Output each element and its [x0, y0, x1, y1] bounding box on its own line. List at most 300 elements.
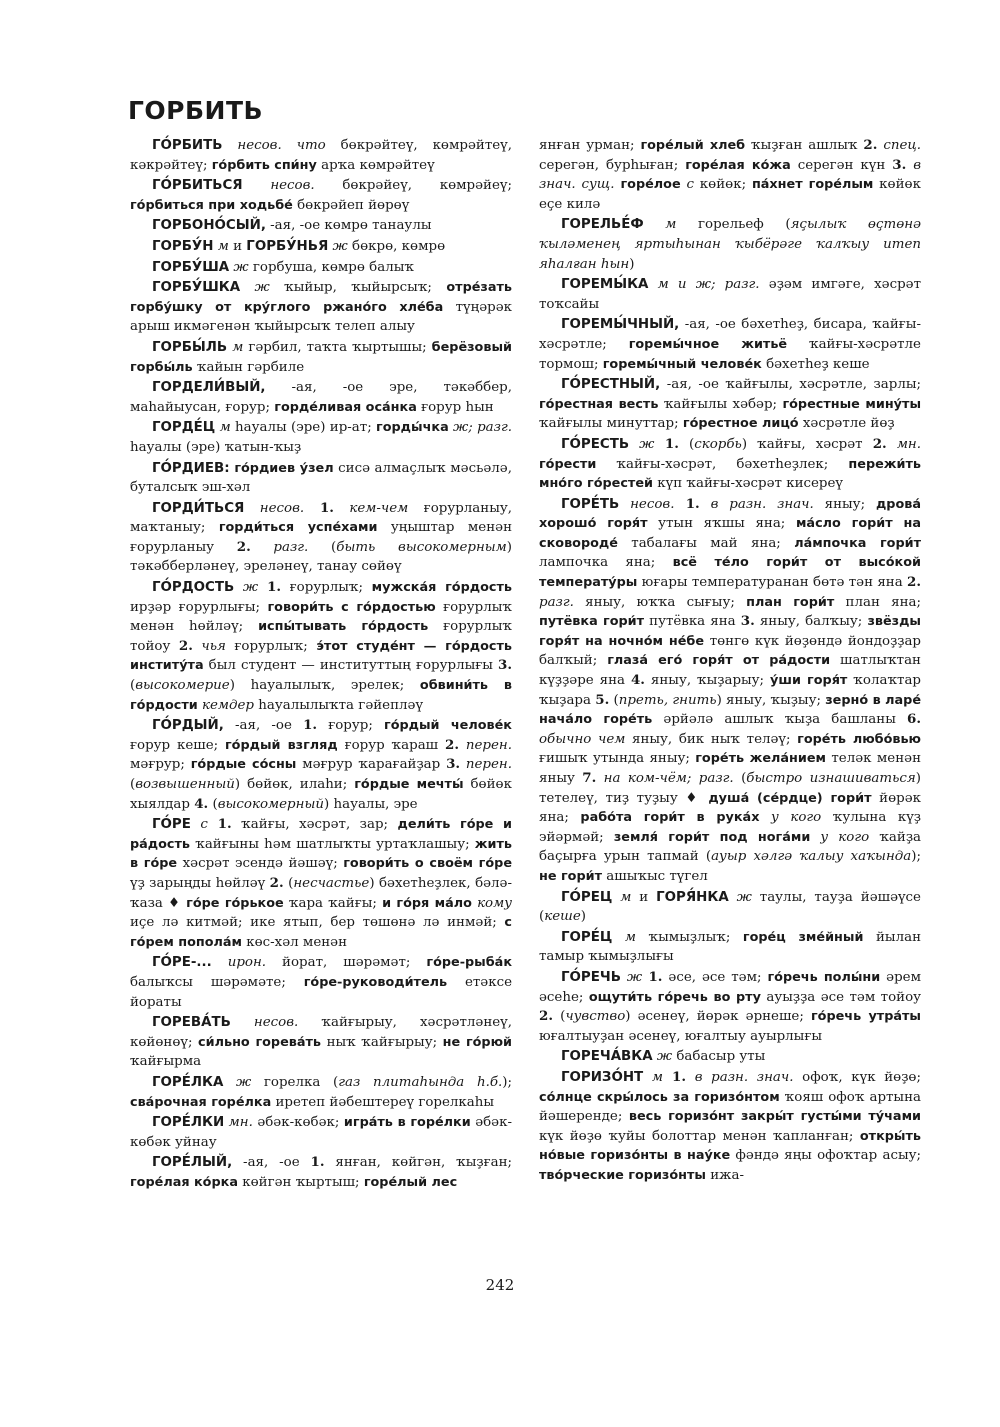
headword: ГОРЕ́ЛКИ	[152, 1115, 225, 1131]
headword: ГОРЕМЫ́ЧНЫЙ,	[561, 317, 680, 333]
translation-text: күп ҡайғы-хәсрәт кисереү	[653, 476, 843, 492]
grammar-label: разг.	[250, 539, 309, 555]
example-phrase: го́рести	[539, 456, 597, 472]
grammar-label: ж	[240, 280, 270, 296]
dictionary-entry	[539, 968, 921, 1046]
headword: ГО́РЕ-...	[152, 955, 212, 971]
grammar-label: ж	[652, 1049, 673, 1065]
example-phrase: горе́лое	[614, 177, 681, 193]
grammar-label: мн.	[224, 1115, 253, 1131]
translation-text: түңәрәк арыш икмәгенән ҡыйырсыҡ телеп алыу	[130, 299, 512, 335]
dictionary-entry	[130, 459, 512, 498]
headword: ГО́РЕЧЬ	[561, 969, 621, 985]
translation-text: ғорурлыҡ;	[225, 638, 317, 654]
dictionary-entry	[130, 1013, 512, 1072]
example-phrase: пережи́ть мно́го го́рестей	[539, 456, 921, 492]
example-phrase: го́рбить спи́ну	[211, 157, 317, 173]
example-phrase: горе́лый хлеб	[640, 138, 746, 153]
sense-number: 1.	[258, 579, 282, 596]
headword: ГОРЯ́НКА	[656, 889, 729, 905]
translation-text: ғишыҡ утында яныу;	[539, 751, 696, 767]
sense-number: 5.	[595, 691, 610, 708]
translation-text: (	[552, 1009, 566, 1025]
example-phrase: горе́лый лес	[363, 1174, 458, 1190]
translation-text: ) бәхетһеҙлек, бәлә-ҡаза ♦	[130, 875, 513, 911]
translation-text: ғорурланыу, маҡтаныу;	[130, 500, 512, 536]
example-phrase: па́хнет горе́лым	[751, 177, 874, 193]
example-phrase: го́рдиев у́зел	[229, 460, 334, 476]
headword: ГО́РЕЦ	[561, 889, 613, 905]
translation-text: ҡояш офоҡ артына йәшеренде;	[539, 1089, 921, 1125]
example-phrase: горды́чка	[376, 420, 449, 436]
sense-number: 2.	[445, 736, 459, 753]
translation-text: горельеф (	[676, 217, 791, 233]
translation-text: хәсрәтле йөҙ	[798, 416, 895, 432]
translation-text: фәндә яңы офоҡтар асыу;	[730, 1148, 921, 1164]
translation-text: төнгө күк йөҙөндә йондоҙҙар балҡый;	[539, 633, 921, 669]
translation-text: ) бөйөк, илаһи;	[234, 777, 355, 792]
translation-text: ҡайғырыу, хәсрәтләнеү, көйөнөү;	[130, 1015, 512, 1050]
dictionary-entry	[539, 136, 921, 214]
sense-number: 6.	[907, 711, 921, 728]
headword: ГО́РЕ	[152, 817, 191, 833]
example-phrase: дрова́ хорошо́ горя́т	[539, 496, 921, 532]
grammar-label: несов.	[244, 500, 305, 516]
translation-text: яныу, ҡыҙарыу;	[644, 673, 771, 689]
translation-text: әҙәм имгәге, хәсрәт тоҡсайы	[539, 277, 921, 312]
translation-text: әсе, әсе тәм;	[662, 969, 768, 985]
translation-text: ҡайғы, хәсрәт, зар;	[231, 817, 398, 833]
example-phrase: горе́ть любо́вью	[797, 731, 922, 747]
translation-text: әрем әсеhе;	[539, 969, 921, 1005]
translation-text: хәсрәт эсендә йәшәү;	[177, 856, 344, 872]
translation-text: ҡара ҡайғы;	[283, 895, 383, 911]
translation-text: табалағы май яна;	[617, 535, 795, 551]
translation-text: (	[130, 678, 136, 694]
headword: ГОРЕВА́ТЬ	[152, 1015, 231, 1031]
example-phrase: глаза́ его́ горя́т от ра́дости	[607, 653, 831, 669]
translation-text: ауыҙҙа әсе тәм тойоу	[760, 989, 922, 1005]
translation-text: шатлыҡтан күҙҙәре яна	[539, 653, 921, 689]
translation-text: ғорурлыҡ тойоу	[130, 619, 512, 654]
example-phrase: го́рдые мечты́	[354, 777, 464, 792]
example-phrase: тво́рческие горизо́нты	[539, 1167, 706, 1183]
headword: ГО́РЕСТЬ	[561, 436, 630, 452]
running-head: ГОРБИТЬ	[128, 96, 264, 125]
grammar-label: м	[643, 217, 677, 233]
sense-number: 2.	[863, 137, 878, 153]
translation-text: үҙ зарыңды һөйләү	[130, 875, 270, 891]
example-phrase: весь горизо́нт закры́т густы́ми ту́чами	[628, 1109, 921, 1125]
example-phrase: го́рестная весть	[539, 396, 659, 412]
dictionary-entry	[130, 815, 512, 952]
grammar-label: м	[612, 889, 632, 905]
example-phrase: у́ши горя́т	[770, 673, 848, 689]
grammar-label: несов. что	[222, 138, 326, 153]
example-phrase: си́льно горева́ть	[198, 1034, 322, 1050]
translation-text: ҡайғылы хәбәр;	[658, 396, 783, 412]
sense-number: 3.	[892, 156, 907, 173]
translation-text: бөкрәйеп йөрөү	[292, 197, 410, 213]
grammar-label: ж	[229, 259, 249, 275]
headword: ГО́РБИТЬ	[152, 138, 223, 153]
dictionary-entry	[539, 315, 921, 374]
translation-text: ҡыйыр, ҡыйырсыҡ;	[269, 280, 447, 296]
translation-text: ) һауалы, эре	[323, 796, 418, 812]
translation-text: -ая, -ое	[223, 718, 304, 734]
translation-text: көйөк еҫе килә	[539, 177, 921, 212]
grammar-label: ирон.	[211, 955, 267, 971]
left-column	[130, 136, 512, 1193]
headword: ГО́РДОСТЬ	[152, 580, 235, 596]
grammar-label: газ плитаһында һ.б.	[338, 1074, 503, 1090]
translation-text: ҡайғылы минуттар;	[539, 416, 683, 432]
example-phrase: горде́ливая оса́нка	[274, 399, 417, 415]
example-phrase: ощути́ть го́речь во рту	[588, 989, 761, 1005]
grammar-label: м и ж; разг.	[648, 277, 760, 293]
dictionary-entry	[539, 275, 921, 314]
sense-number: 2.	[872, 435, 887, 452]
translation-text: уңыштар менән ғорурланыу	[130, 520, 512, 555]
example-phrase: сва́рочная горе́лка	[130, 1094, 272, 1110]
translation-text: ирҙәр ғорурлығы;	[130, 599, 268, 615]
example-phrase: горемы́чное житьё	[628, 336, 788, 352]
example-phrase: горе́лая ко́рка	[130, 1174, 238, 1190]
translation-text: ғорур кеше;	[130, 737, 225, 753]
grammar-label: в разн. знач.	[686, 1069, 794, 1085]
dictionary-entry	[539, 1047, 921, 1067]
grammar-label: обычно чем	[539, 731, 626, 747]
grammar-label: чья	[192, 638, 226, 654]
translation-text: ) ҡайғы, хәсрәт	[741, 436, 873, 452]
example-phrase: земля́ гори́т под нога́ми	[613, 829, 811, 845]
dictionary-entry	[539, 928, 921, 967]
grammar-label: в разн. знач.	[699, 496, 814, 512]
translation-text: бабасыр уты	[672, 1049, 766, 1065]
example-phrase: го́речь утра́ты	[810, 1009, 921, 1025]
translation-text: бөкрәйеү, көмрәйеү;	[314, 178, 512, 194]
grammar-label: с	[680, 177, 694, 193]
example-phrase: план гори́т	[746, 594, 835, 610]
translation-text: күк йөҙө ҡуйы болоттар менән ҡапланған;	[539, 1128, 860, 1144]
translation-text: бөкрө, көмрө	[347, 238, 446, 254]
translation-text: ҡулына күҙ эйәрмәй;	[539, 810, 921, 845]
grammar-label: кемдер	[197, 697, 254, 713]
dictionary-entry	[130, 258, 512, 278]
dictionary-entry	[539, 888, 921, 927]
grammar-label: ж	[620, 969, 643, 985]
dictionary-entry	[130, 378, 512, 417]
grammar-label: ж	[328, 238, 348, 254]
translation-text: мәғрур;	[130, 757, 191, 773]
translation-text: әрйәлә ашлыҡ ҡыҙа башланы	[652, 712, 908, 728]
translation-text: яныу, юҡҡа сығыу;	[573, 594, 747, 610]
sense-number: 2.	[269, 874, 284, 891]
translation-text: әбәк-көбәк уйнау	[130, 1115, 512, 1150]
grammar-label: несчастье	[293, 875, 370, 891]
example-phrase: горе́ть жела́нием	[695, 751, 827, 767]
grammar-label: у кого	[810, 829, 870, 845]
headword: ГОРЕ́ЛКА	[152, 1074, 224, 1090]
example-phrase: горе́ц зме́йный	[742, 929, 864, 945]
sense-number: 2.	[178, 637, 193, 654]
example-phrase: говори́ть о своём го́ре	[343, 856, 512, 872]
headword: ГОРДЕ́Ц	[152, 420, 216, 436]
translation-text: юғары температуранан бөтә тән яна	[637, 575, 908, 591]
translation-text: юғалтыуҙан әсенеү, юғалтыу ауырлығы	[539, 1028, 823, 1044]
example-phrase: го́рестные мину́ты	[782, 396, 922, 412]
sense-number: 1.	[674, 495, 700, 512]
example-phrase: горди́ться успе́хами	[218, 520, 378, 536]
example-phrase: го́рдые со́сны	[190, 757, 297, 773]
headword: ГО́РБИТЬСЯ	[152, 178, 243, 194]
grammar-label: яҫылыҡ өҫтөнә ҡыләменең яртыһынан ҡыбёрәге ҡалҡыу итеп яһалған һын	[539, 217, 921, 272]
translation-text: һауалы (эре) ҡатын-ҡыҙ	[130, 439, 302, 455]
sense-number: 1.	[310, 1154, 325, 1171]
grammar-label: с	[190, 817, 208, 833]
translation-text: ҡолаҡтар ҡыҙара	[539, 673, 921, 708]
translation-text: )	[629, 256, 635, 272]
grammar-label: ауыр хәлгә ҡалыу хаҡында	[711, 849, 912, 865]
translation-text: серегән күн	[790, 157, 893, 173]
dictionary-entry	[130, 338, 512, 377]
grammar-label: быть высокомерным	[336, 539, 507, 555]
dictionary-entry	[130, 216, 512, 236]
translation-text: -ая, -ое көмрө танаулы	[265, 218, 432, 234]
grammar-label: кем-чем	[333, 500, 409, 516]
example-phrase: берёзовый горбы́ль	[130, 339, 512, 375]
grammar-label: м	[213, 238, 229, 254]
example-phrase: ма́сло гори́т на сковороде́	[539, 516, 921, 551]
example-phrase: испы́тывать го́рдость	[258, 619, 429, 635]
grammar-label: кеше	[544, 909, 581, 925]
dictionary-entry	[130, 1113, 512, 1152]
grammar-label: быстро изнашиваться	[746, 771, 916, 786]
sense-number: 1.	[642, 968, 663, 985]
dictionary-entry	[130, 499, 512, 577]
grammar-label: м	[643, 1069, 663, 1085]
translation-text: офоҡ, күк йөҙө;	[793, 1069, 921, 1085]
example-phrase: ла́мпочка гори́т	[794, 535, 922, 551]
dictionary-entry	[130, 237, 512, 257]
translation-text: яныу, балҡыу;	[754, 614, 868, 630]
headword: ГОРБУ́Н	[152, 238, 214, 254]
headword: ГОРБЫ́ЛЬ	[152, 339, 228, 355]
sense-number: 2.	[539, 1008, 553, 1025]
example-phrase: откры́ть но́вые горизо́нты в нау́ке	[539, 1128, 921, 1164]
grammar-label: высокомерный	[217, 796, 324, 812]
example-phrase: зерно́ в ларе́ нача́ло горе́ть	[539, 692, 922, 728]
translation-text: )	[580, 909, 586, 925]
grammar-label: у кого	[759, 810, 822, 826]
translation-text: лампочка яна;	[539, 555, 673, 571]
headword: ГОРЕЛЬЕ́Ф	[561, 217, 644, 233]
translation-text: балыҡсы шәрәмәте;	[130, 974, 304, 990]
sense-number: 4.	[630, 672, 645, 689]
sense-number: 1.	[207, 816, 232, 833]
translation-text: серегән, бурһыған;	[539, 157, 686, 173]
example-phrase: со́лнце скры́лось за горизо́нтом	[539, 1089, 780, 1105]
translation-text: (	[733, 771, 747, 786]
headword: ГОРЕМЫ́КА	[561, 277, 649, 293]
translation-text: ) тетелеү, тиҙ туҙыу ♦	[539, 771, 921, 806]
dictionary-entry	[130, 176, 512, 215]
translation-text: мәғрур ҡарағайҙар	[296, 757, 447, 773]
example-phrase: игра́ть в горе́лки	[343, 1115, 471, 1131]
translation-text: ғорурлыҡ;	[281, 580, 372, 596]
translation-text: -ая, -ое ҡайғылы, хәсрәтле, зарлы;	[660, 377, 921, 393]
translation-text: ҡайҙа баҫырға урын тапмай (	[539, 829, 921, 865]
headword: ГОРЕ́Ц	[561, 929, 613, 945]
grammar-label: высокомерие	[135, 678, 230, 694]
example-phrase: го́речь полы́ни	[767, 969, 881, 985]
translation-text: иретеп йәбештереү горелкаһы	[271, 1094, 495, 1110]
dictionary-entry	[130, 1153, 512, 1192]
translation-text: ашыҡыс түгел	[602, 868, 708, 884]
translation-text: янған, көйгән, ҡыҙған;	[324, 1155, 513, 1171]
grammar-label: несов.	[619, 496, 675, 512]
headword: ГОРЕЧА́ВКА	[561, 1049, 653, 1065]
translation-text: ҡыҙған ашлыҡ	[745, 138, 864, 153]
translation-text: был студент — институттың ғорурлығы	[203, 658, 499, 674]
grammar-label: перен.	[458, 737, 512, 753]
translation-text: -ая, -ое	[232, 1155, 311, 1171]
headword: ГОРДЕЛИ́ВЫЙ,	[152, 380, 266, 396]
example-phrase: го́рдый взгляд	[225, 737, 338, 753]
grammar-label: м	[227, 339, 244, 355]
grammar-label: ж	[223, 1074, 252, 1090]
translation-text: (	[308, 539, 337, 555]
translation-text: утын яҡшы яна;	[647, 516, 796, 532]
grammar-label: в знач. сущ.	[539, 157, 922, 193]
dictionary-entry	[130, 953, 512, 1012]
grammar-label: мн.	[886, 436, 921, 452]
translation-text: ижа-	[705, 1167, 744, 1183]
headword: ГОРЕ́ТЬ	[561, 496, 620, 512]
translation-text: ҡайғыны һәм шатлыҡты уртаҡлашыу;	[190, 836, 475, 852]
dictionary-entry	[130, 1073, 512, 1112]
sense-number: 4.	[194, 795, 209, 812]
translation-text: ныҡ ҡайғырыу;	[321, 1034, 443, 1050]
headword: ГО́РДЫЙ,	[152, 718, 224, 734]
translation-text: ) әсенеү, йөрәк әрнеше;	[625, 1009, 811, 1025]
translation-text: ҡайғы-хәсрәтле тормош;	[539, 336, 921, 372]
translation-text: ғорур һын	[416, 399, 494, 415]
headword: ГОРБОНО́СЫЙ,	[152, 218, 266, 234]
example-phrase: э́тот студе́нт — го́рдость институ́та	[130, 638, 513, 674]
translation-text: (	[283, 875, 294, 891]
translation-text: йылан тамыр ҡымыҙлығы	[539, 929, 921, 965]
headword: ГО́РДИЕВ:	[152, 460, 230, 476]
translation-text: ҡайғы-хәсрәт, бәхетһеҙлек;	[596, 456, 849, 472]
headword: ГОРИЗО́НТ	[561, 1069, 644, 1085]
translation-text: бөкрәйтеү, көмрәйтеү, кәкрәйтеү;	[130, 138, 512, 173]
translation-text: йорат, шәрәмәт;	[266, 955, 427, 971]
translation-text: ҡайғырма	[130, 1054, 202, 1070]
dictionary-entry	[539, 215, 921, 274]
translation-text: ) яныу, ҡыҙыу;	[716, 692, 826, 708]
sense-number: 1.	[303, 717, 318, 734]
example-phrase: не го́рюй	[442, 1034, 512, 1050]
dictionary-entry	[539, 435, 921, 494]
dictionary-entry	[539, 375, 921, 434]
translation-text: ҡымыҙлыҡ;	[635, 929, 743, 945]
example-phrase: обвини́ть в го́рдости	[130, 678, 512, 713]
headword: ГОРЕ́ЛЫЙ,	[152, 1155, 233, 1171]
translation-text: ) тәкәбберләнеү, эреләнеү, танау сөйөү	[130, 539, 513, 575]
example-phrase: жить в го́ре	[130, 836, 512, 872]
dictionary-entry	[130, 716, 512, 814]
example-phrase: го́ре-руководи́тель	[303, 974, 448, 990]
example-phrase: горемы́чный челове́к	[602, 356, 762, 372]
right-column	[539, 136, 921, 1186]
example-phrase: дели́ть го́ре и ра́дость	[130, 817, 512, 852]
sense-number: 1.	[304, 499, 334, 516]
dictionary-entry	[539, 495, 921, 887]
grammar-label: возвышенный	[135, 777, 235, 792]
sense-number: 2.	[907, 574, 921, 591]
translation-text: ғорурлыҡ менән һөйләү;	[130, 599, 512, 635]
page-number: 242	[485, 1276, 515, 1294]
grammar-label: преть, гнить	[618, 692, 717, 708]
translation-text: етәксе йораты	[130, 974, 512, 1010]
grammar-label: на ком-чём; разг.	[596, 771, 734, 786]
translation-text: (	[678, 436, 695, 452]
example-phrase: душа́ (се́рдце) гори́т	[708, 790, 872, 806]
grammar-label: несов.	[242, 178, 315, 194]
translation-text: ғорур ҡараш	[337, 737, 445, 753]
translation-text: көйгән ҡыртыш;	[237, 1174, 364, 1190]
example-phrase: с го́рем попола́м	[130, 915, 512, 950]
translation-text: арҡа көмрәйтеү	[316, 157, 435, 173]
headword: ГОРБУ́ШКА	[152, 280, 241, 296]
example-phrase: рабо́та гори́т в рука́х	[580, 810, 760, 826]
grammar-label: м	[215, 420, 231, 436]
translation-text: яныу, бик ныҡ теләү;	[625, 731, 798, 747]
grammar-label: ж	[629, 436, 655, 452]
dictionary-entry	[539, 1068, 921, 1186]
grammar-label: скорбь	[694, 436, 742, 452]
translation-text: ғорур;	[317, 718, 385, 734]
translation-text: (	[609, 692, 619, 708]
translation-text: йөрәк яна;	[539, 790, 921, 826]
translation-text: көс-хәл менән	[241, 934, 348, 950]
example-phrase: го́рбиться при ходьбе́	[130, 197, 293, 213]
translation-text: янған урман;	[539, 138, 641, 153]
translation-text: путёвка яна	[644, 614, 741, 630]
example-phrase: всё те́ло гори́т от высо́кой температу́ры	[539, 555, 921, 591]
example-phrase: отре́зать горбу́шку от кру́глого ржано́го хле́ба	[130, 280, 512, 315]
translation-text: план яна;	[834, 594, 921, 610]
translation-text: горбуша, көмрө балыҡ	[248, 259, 414, 275]
translation-text: һауалы (эре) ир-ат;	[230, 420, 377, 436]
sense-number: 3.	[740, 613, 755, 630]
grammar-label: ж	[234, 580, 259, 596]
sense-number: 7.	[582, 770, 597, 786]
translation-text: әбәк-көбәк;	[252, 1115, 344, 1131]
sense-number: 3.	[498, 657, 512, 674]
grammar-label: ж	[728, 889, 752, 905]
translation-text: иҫе лә китмәй; ике ятып, бер төшөнә лә инмәй;	[130, 915, 505, 931]
translation-text: горелка (	[251, 1074, 339, 1090]
sense-number: 1.	[654, 435, 679, 452]
example-phrase: го́рдый челове́к	[384, 718, 512, 734]
translation-text: көйөк;	[693, 177, 752, 193]
translation-text: бөйөк хыялдар	[130, 777, 512, 812]
translation-text: таулы, тауҙа йәшәүсе (	[539, 889, 921, 925]
translation-text: яныу;	[813, 496, 876, 512]
example-phrase: го́ре-рыба́к	[426, 955, 513, 971]
